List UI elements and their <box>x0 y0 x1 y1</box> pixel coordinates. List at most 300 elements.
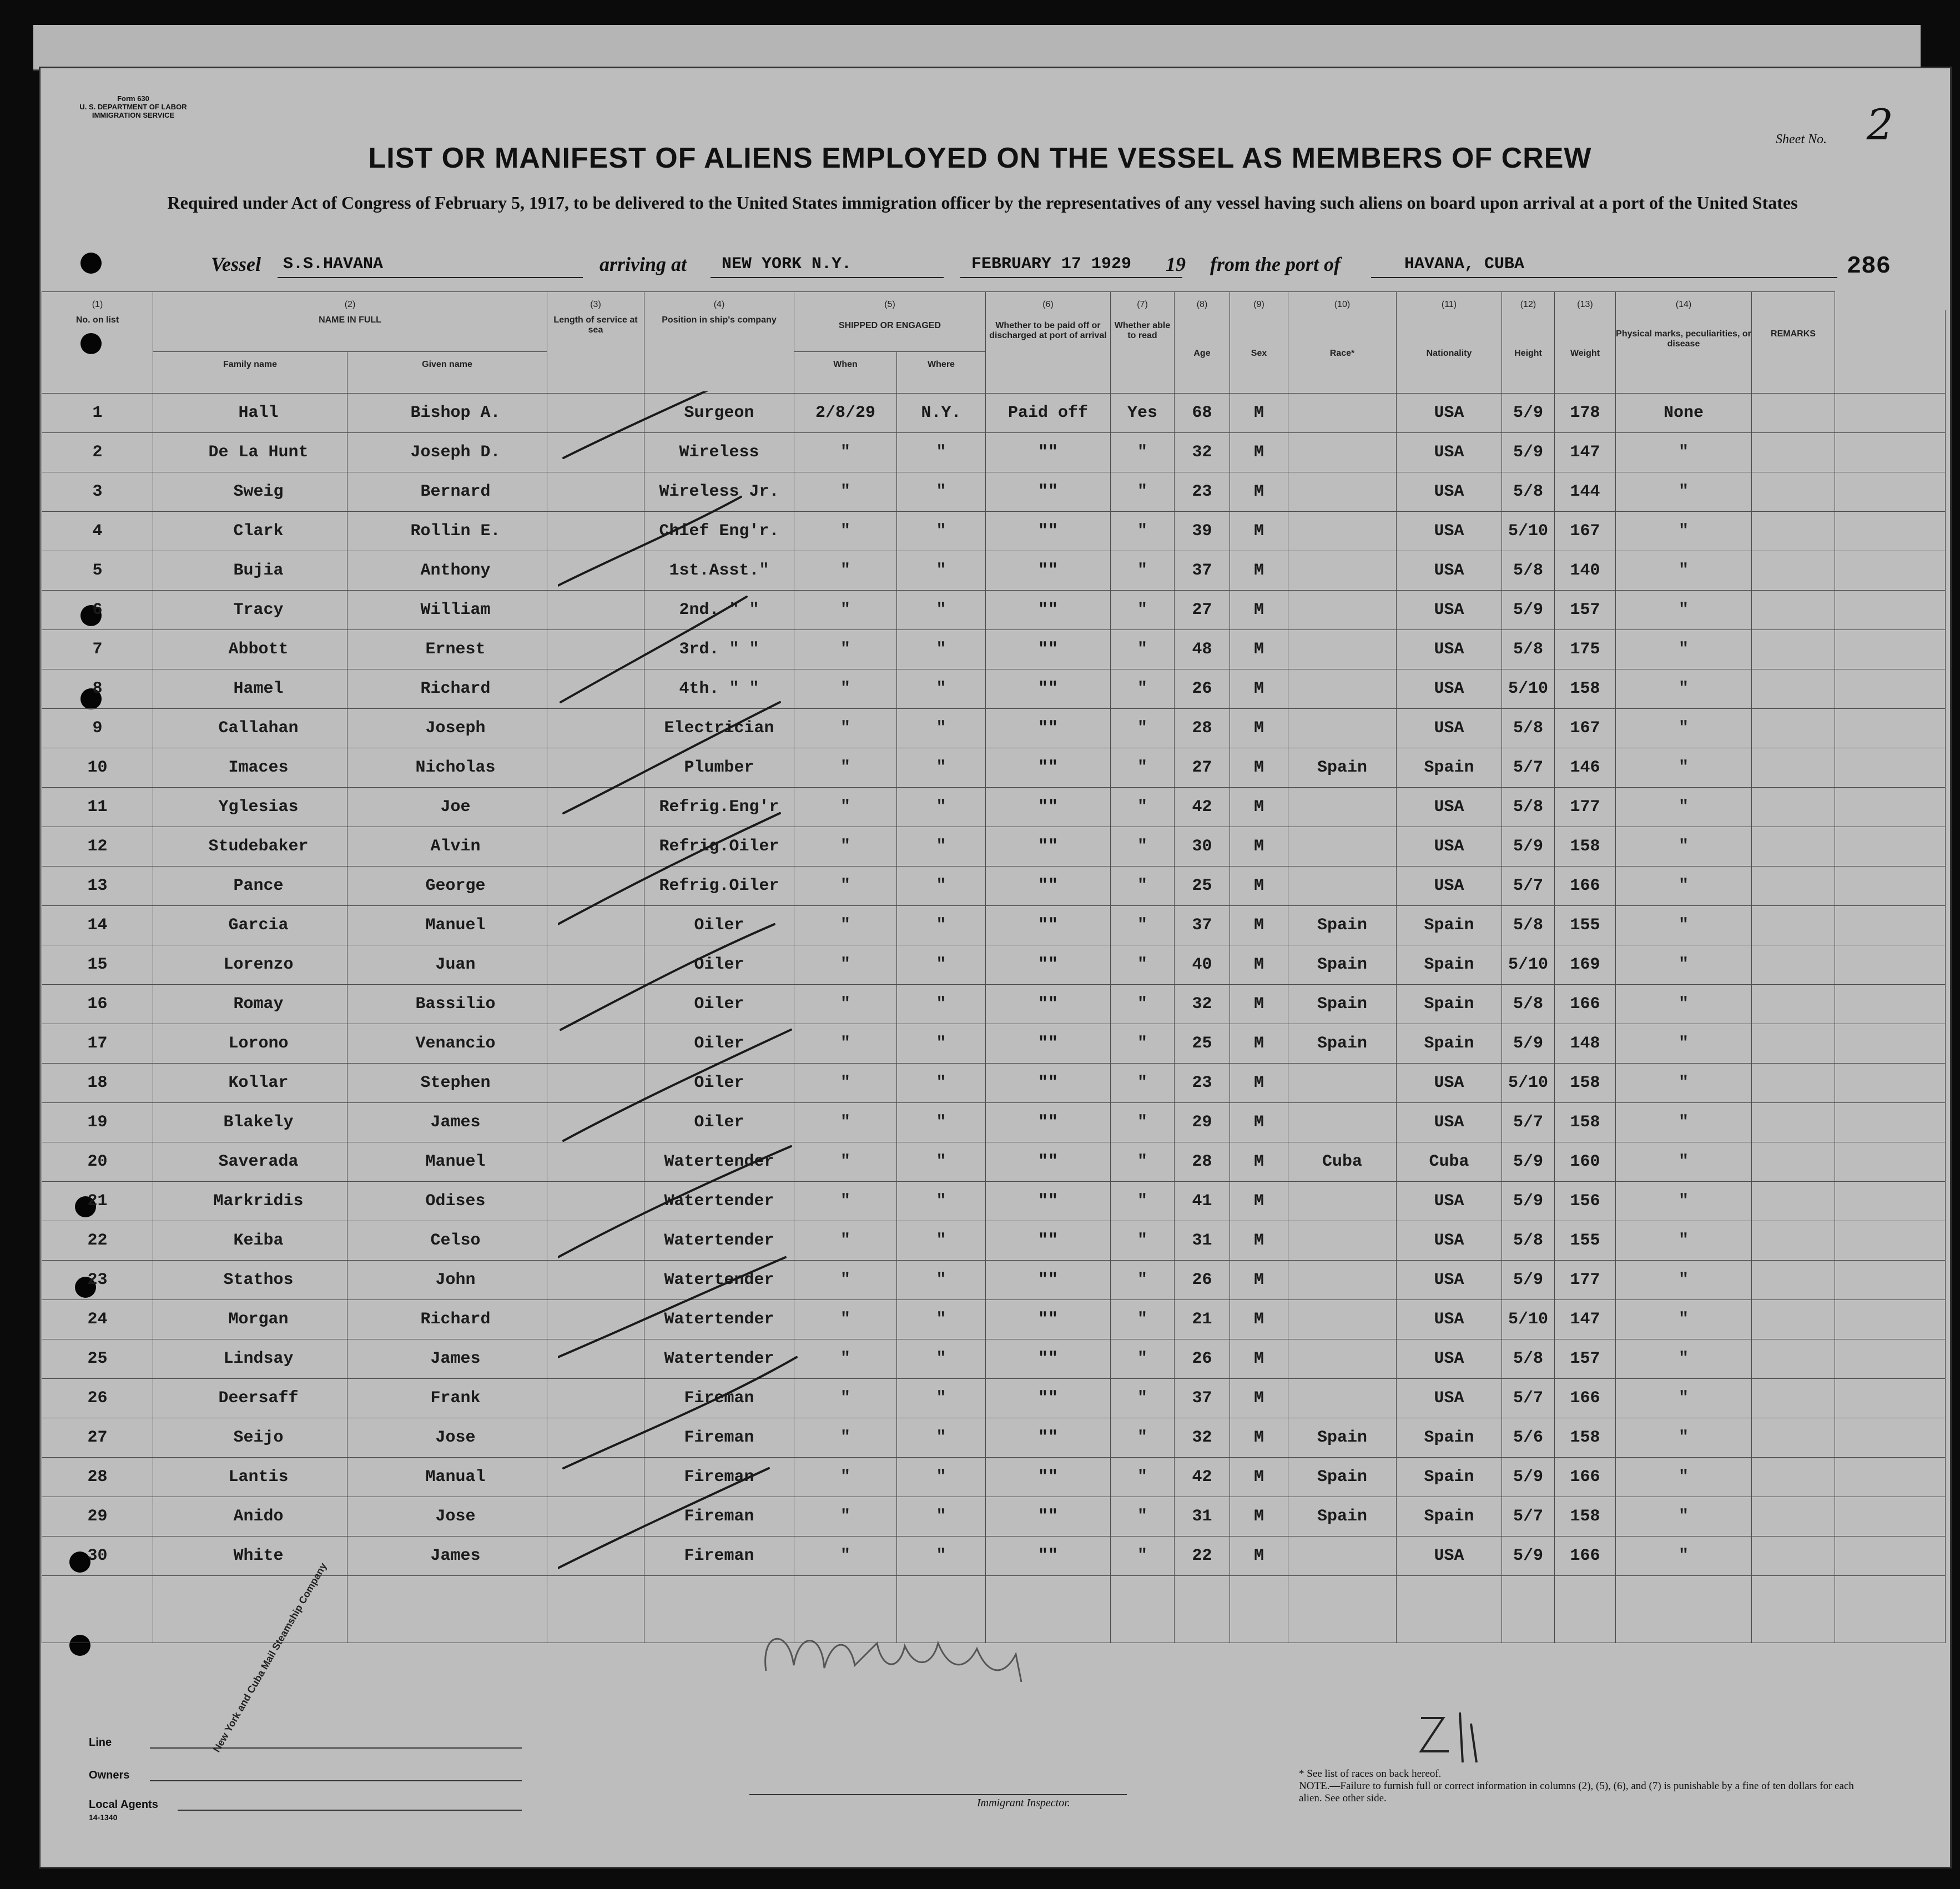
family-name-cell: Garcia <box>153 906 347 945</box>
shipped-where-cell: " <box>897 630 986 669</box>
height-cell: 5/8 <box>1502 551 1555 591</box>
position-cell: Fireman <box>644 1418 794 1458</box>
paid-off-cell: "" <box>986 512 1111 551</box>
shipped-where-cell: " <box>897 1142 986 1182</box>
physical-marks-cell: None <box>1616 394 1752 433</box>
given-name-cell: John <box>347 1261 547 1300</box>
sex-cell: M <box>1230 1103 1288 1142</box>
table-row <box>42 748 1946 788</box>
shipped-where-cell: " <box>897 1339 986 1379</box>
able-to-read-cell: " <box>1111 1182 1175 1221</box>
shipped-when-cell: " <box>794 1379 897 1418</box>
weight-cell: 148 <box>1555 1024 1616 1064</box>
height-cell: 5/9 <box>1502 1142 1555 1182</box>
table-row <box>42 1103 1946 1142</box>
shipped-when-cell: " <box>794 867 897 906</box>
height-cell: 5/8 <box>1502 472 1555 512</box>
physical-marks-cell: " <box>1616 472 1752 512</box>
position-cell: Oiler <box>644 945 794 985</box>
remarks-cell <box>1752 709 1835 748</box>
given-name-cell: William <box>347 591 547 630</box>
race-cell <box>1288 788 1397 827</box>
able-to-read-cell: " <box>1111 748 1175 788</box>
nationality-cell: Spain <box>1397 1418 1502 1458</box>
race-cell <box>1288 551 1397 591</box>
family-name-cell: White <box>153 1537 347 1576</box>
nationality-cell: USA <box>1397 512 1502 551</box>
row-number-cell: 6 <box>42 591 153 630</box>
owners-label: Owners <box>89 1769 130 1781</box>
position-cell: Oiler <box>644 906 794 945</box>
position-cell: Plumber <box>644 748 794 788</box>
paid-off-cell: "" <box>986 1497 1111 1537</box>
remarks-cell <box>1752 1142 1835 1182</box>
nationality-cell: USA <box>1397 788 1502 827</box>
remarks-cell <box>1752 433 1835 472</box>
table-row <box>42 512 1946 551</box>
paid-off-cell: "" <box>986 1182 1111 1221</box>
header-given-name: Given name <box>347 352 547 394</box>
remarks-cell <box>1752 591 1835 630</box>
physical-marks-cell: " <box>1616 1103 1752 1142</box>
able-to-read-cell: " <box>1111 1064 1175 1103</box>
shipped-when-cell: " <box>794 1418 897 1458</box>
table-row <box>42 1024 1946 1064</box>
age-cell: 41 <box>1175 1182 1230 1221</box>
age-cell: 31 <box>1175 1497 1230 1537</box>
remarks-cell <box>1752 1300 1835 1339</box>
line-label: Line <box>89 1736 112 1749</box>
nationality-cell: Spain <box>1397 945 1502 985</box>
height-cell: 5/9 <box>1502 394 1555 433</box>
row-number-cell: 3 <box>42 472 153 512</box>
able-to-read-cell: " <box>1111 1142 1175 1182</box>
shipped-where-cell: " <box>897 709 986 748</box>
nationality-cell: USA <box>1397 472 1502 512</box>
margin-cell <box>1835 1064 1946 1103</box>
remarks-cell <box>1752 1339 1835 1379</box>
table-row <box>42 1418 1946 1458</box>
given-name-cell: Bishop A. <box>347 394 547 433</box>
margin-cell <box>1835 1103 1946 1142</box>
handwritten-initials <box>1410 1707 1521 1768</box>
position-cell: Surgeon <box>644 394 794 433</box>
sex-cell: M <box>1230 433 1288 472</box>
paid-off-cell: "" <box>986 591 1111 630</box>
margin-cell <box>1835 788 1946 827</box>
shipped-when-cell: " <box>794 945 897 985</box>
position-cell: Refrig.Oiler <box>644 867 794 906</box>
form-code: 14-1340 <box>89 1813 118 1822</box>
shipped-when-cell: " <box>794 1221 897 1261</box>
height-cell: 5/8 <box>1502 906 1555 945</box>
remarks-cell <box>1752 1418 1835 1458</box>
position-cell: Watertender <box>644 1182 794 1221</box>
given-name-cell: Richard <box>347 1300 547 1339</box>
weight-cell: 166 <box>1555 1537 1616 1576</box>
shipped-where-cell: " <box>897 1458 986 1497</box>
race-cell <box>1288 1221 1397 1261</box>
sex-cell: M <box>1230 394 1288 433</box>
position-cell: 3rd. " " <box>644 630 794 669</box>
header-able-to-read: Whether able to read <box>1111 310 1175 394</box>
remarks-cell <box>1752 1497 1835 1537</box>
given-name-cell: Anthony <box>347 551 547 591</box>
remarks-cell <box>1752 945 1835 985</box>
shipped-where-cell: " <box>897 669 986 709</box>
age-cell: 48 <box>1175 630 1230 669</box>
race-cell: Spain <box>1288 748 1397 788</box>
race-cell <box>1288 1182 1397 1221</box>
colnum-8: (8) <box>1175 292 1230 310</box>
physical-marks-cell: " <box>1616 748 1752 788</box>
age-cell: 25 <box>1175 867 1230 906</box>
colnum-6: (6) <box>986 292 1111 310</box>
age-cell: 39 <box>1175 512 1230 551</box>
remarks-cell <box>1752 985 1835 1024</box>
given-name-cell: Frank <box>347 1379 547 1418</box>
family-name-cell: Blakely <box>153 1103 347 1142</box>
row-number-cell: 8 <box>42 669 153 709</box>
voyage-line <box>211 253 1876 280</box>
margin-cell <box>1835 1261 1946 1300</box>
weight-cell: 175 <box>1555 630 1616 669</box>
sex-cell: M <box>1230 472 1288 512</box>
family-name-cell: Tracy <box>153 591 347 630</box>
arriving-label: arriving at <box>599 253 687 275</box>
colnum-13: (13) <box>1555 292 1616 310</box>
nationality-cell: USA <box>1397 1300 1502 1339</box>
height-cell: 5/9 <box>1502 1261 1555 1300</box>
shipped-when-cell: " <box>794 1261 897 1300</box>
weight-cell: 166 <box>1555 1458 1616 1497</box>
weight-cell: 146 <box>1555 748 1616 788</box>
row-number-cell: 17 <box>42 1024 153 1064</box>
nationality-cell: USA <box>1397 1221 1502 1261</box>
age-cell: 32 <box>1175 433 1230 472</box>
sex-cell: M <box>1230 867 1288 906</box>
shipped-where-cell: " <box>897 827 986 867</box>
table-row <box>42 1379 1946 1418</box>
shipped-where-cell: " <box>897 748 986 788</box>
remarks-cell <box>1752 1261 1835 1300</box>
colnum-9: (9) <box>1230 292 1288 310</box>
sex-cell: M <box>1230 1300 1288 1339</box>
weight-cell: 166 <box>1555 985 1616 1024</box>
given-name-cell: Manual <box>347 1458 547 1497</box>
physical-marks-cell: " <box>1616 1339 1752 1379</box>
sheet-number-value: 2 <box>1866 100 1893 149</box>
race-cell <box>1288 827 1397 867</box>
given-name-cell: Celso <box>347 1221 547 1261</box>
header-physical-marks: Physical marks, peculiarities, or disease <box>1616 310 1752 394</box>
able-to-read-cell: " <box>1111 985 1175 1024</box>
header-race: Race* <box>1288 310 1397 394</box>
age-cell: 23 <box>1175 472 1230 512</box>
race-cell: Spain <box>1288 1497 1397 1537</box>
weight-cell: 158 <box>1555 1418 1616 1458</box>
height-cell: 5/8 <box>1502 985 1555 1024</box>
form-number: Form 630 <box>117 94 149 103</box>
row-number-cell: 2 <box>42 433 153 472</box>
row-number-cell: 16 <box>42 985 153 1024</box>
margin-cell <box>1835 748 1946 788</box>
shipped-where-cell: " <box>897 1537 986 1576</box>
colnum-12: (12) <box>1502 292 1555 310</box>
paid-off-cell: "" <box>986 1339 1111 1379</box>
row-number-cell: 25 <box>42 1339 153 1379</box>
age-cell: 26 <box>1175 1261 1230 1300</box>
weight-cell: 147 <box>1555 433 1616 472</box>
shipped-when-cell: " <box>794 709 897 748</box>
able-to-read-cell: " <box>1111 1458 1175 1497</box>
height-cell: 5/9 <box>1502 1458 1555 1497</box>
year-suffix: 19 <box>1166 253 1186 275</box>
height-cell: 5/7 <box>1502 867 1555 906</box>
race-cell: Cuba <box>1288 1142 1397 1182</box>
sex-cell: M <box>1230 1458 1288 1497</box>
header-remarks: REMARKS <box>1752 310 1835 394</box>
sex-cell: M <box>1230 827 1288 867</box>
race-cell <box>1288 394 1397 433</box>
header-paid-off: Whether to be paid off or discharged at port of arrival <box>986 310 1111 394</box>
family-name-cell: Lorono <box>153 1024 347 1064</box>
family-name-cell: Deersaff <box>153 1379 347 1418</box>
shipped-when-cell: " <box>794 1064 897 1103</box>
able-to-read-cell: " <box>1111 867 1175 906</box>
paid-off-cell: "" <box>986 630 1111 669</box>
table-row <box>42 867 1946 906</box>
shipped-when-cell: " <box>794 1182 897 1221</box>
given-name-cell: Rollin E. <box>347 512 547 551</box>
note-races: * See list of races on back hereof. <box>1299 1768 1442 1780</box>
height-cell: 5/9 <box>1502 591 1555 630</box>
race-cell <box>1288 1064 1397 1103</box>
row-number-cell: 21 <box>42 1182 153 1221</box>
given-name-cell: Venancio <box>347 1024 547 1064</box>
table-row <box>42 669 1946 709</box>
paid-off-cell: Paid off <box>986 394 1111 433</box>
vessel-label: Vessel <box>211 253 261 275</box>
position-cell: Watertender <box>644 1142 794 1182</box>
able-to-read-cell: " <box>1111 906 1175 945</box>
nationality-cell: USA <box>1397 1103 1502 1142</box>
margin-cell <box>1835 1024 1946 1064</box>
nationality-cell: USA <box>1397 551 1502 591</box>
family-name-cell: Lindsay <box>153 1339 347 1379</box>
sex-cell: M <box>1230 591 1288 630</box>
paid-off-cell: "" <box>986 669 1111 709</box>
sex-cell: M <box>1230 1142 1288 1182</box>
physical-marks-cell: " <box>1616 1497 1752 1537</box>
nationality-cell: Cuba <box>1397 1142 1502 1182</box>
margin-cell <box>1835 1379 1946 1418</box>
row-number-cell: 24 <box>42 1300 153 1339</box>
sex-cell: M <box>1230 1064 1288 1103</box>
family-name-cell: Stathos <box>153 1261 347 1300</box>
row-number-cell: 30 <box>42 1537 153 1576</box>
shipped-when-cell: " <box>794 1142 897 1182</box>
weight-cell: 158 <box>1555 827 1616 867</box>
row-number-cell: 27 <box>42 1418 153 1458</box>
row-number-cell: 18 <box>42 1064 153 1103</box>
sex-cell: M <box>1230 945 1288 985</box>
colnum-4: (4) <box>644 292 794 310</box>
weight-cell: 140 <box>1555 551 1616 591</box>
sex-cell: M <box>1230 1024 1288 1064</box>
margin-cell <box>1835 669 1946 709</box>
physical-marks-cell: " <box>1616 906 1752 945</box>
able-to-read-cell: " <box>1111 945 1175 985</box>
able-to-read-cell: " <box>1111 1339 1175 1379</box>
row-number-cell: 10 <box>42 748 153 788</box>
weight-cell: 158 <box>1555 669 1616 709</box>
position-cell: 2nd. " " <box>644 591 794 630</box>
able-to-read-cell: " <box>1111 709 1175 748</box>
shipped-where-cell: " <box>897 1497 986 1537</box>
age-cell: 30 <box>1175 827 1230 867</box>
sex-cell: M <box>1230 1261 1288 1300</box>
shipped-when-cell: " <box>794 748 897 788</box>
row-number-cell: 22 <box>42 1221 153 1261</box>
position-cell: Electrician <box>644 709 794 748</box>
shipped-when-cell: " <box>794 1300 897 1339</box>
family-name-cell: Lantis <box>153 1458 347 1497</box>
given-name-cell: Manuel <box>347 1142 547 1182</box>
physical-marks-cell: " <box>1616 1458 1752 1497</box>
physical-marks-cell: " <box>1616 827 1752 867</box>
remarks-cell <box>1752 669 1835 709</box>
paid-off-cell: "" <box>986 945 1111 985</box>
height-cell: 5/10 <box>1502 1300 1555 1339</box>
height-cell: 5/10 <box>1502 512 1555 551</box>
physical-marks-cell: " <box>1616 1024 1752 1064</box>
shipped-when-cell: " <box>794 827 897 867</box>
paid-off-cell: "" <box>986 1103 1111 1142</box>
height-cell: 5/9 <box>1502 1537 1555 1576</box>
position-cell: Chief Eng'r. <box>644 512 794 551</box>
paid-off-cell: "" <box>986 433 1111 472</box>
paid-off-cell: "" <box>986 1142 1111 1182</box>
sex-cell: M <box>1230 512 1288 551</box>
position-cell: Watertender <box>644 1339 794 1379</box>
nationality-cell: USA <box>1397 433 1502 472</box>
given-name-cell: Jose <box>347 1418 547 1458</box>
paid-off-cell: "" <box>986 827 1111 867</box>
paid-off-cell: "" <box>986 1379 1111 1418</box>
departure-port: HAVANA, CUBA <box>1404 255 1525 274</box>
physical-marks-cell: " <box>1616 630 1752 669</box>
header-family-name: Family name <box>153 352 347 394</box>
shipped-when-cell: " <box>794 472 897 512</box>
race-cell: Spain <box>1288 945 1397 985</box>
colnum-3: (3) <box>547 292 644 310</box>
table-row <box>42 433 1946 472</box>
nationality-cell: Spain <box>1397 1497 1502 1537</box>
position-cell: 4th. " " <box>644 669 794 709</box>
given-name-cell: Juan <box>347 945 547 985</box>
race-cell: Spain <box>1288 1418 1397 1458</box>
able-to-read-cell: " <box>1111 1379 1175 1418</box>
weight-cell: 177 <box>1555 788 1616 827</box>
position-cell: Oiler <box>644 985 794 1024</box>
nationality-cell: Spain <box>1397 1458 1502 1497</box>
remarks-cell <box>1752 1221 1835 1261</box>
row-number-cell: 14 <box>42 906 153 945</box>
remarks-cell <box>1752 906 1835 945</box>
able-to-read-cell: " <box>1111 1103 1175 1142</box>
physical-marks-cell: " <box>1616 1379 1752 1418</box>
table-row <box>42 1221 1946 1261</box>
given-name-cell: Stephen <box>347 1064 547 1103</box>
nationality-cell: USA <box>1397 827 1502 867</box>
shipped-where-cell: " <box>897 591 986 630</box>
physical-marks-cell: " <box>1616 1537 1752 1576</box>
age-cell: 28 <box>1175 1142 1230 1182</box>
family-name-cell: Sweig <box>153 472 347 512</box>
nationality-cell: Spain <box>1397 906 1502 945</box>
physical-marks-cell: " <box>1616 669 1752 709</box>
height-cell: 5/9 <box>1502 1182 1555 1221</box>
table-row <box>42 630 1946 669</box>
shipped-where-cell: " <box>897 867 986 906</box>
remarks-cell <box>1752 394 1835 433</box>
position-cell: Refrig.Eng'r <box>644 788 794 827</box>
family-name-cell: Abbott <box>153 630 347 669</box>
margin-cell <box>1835 1418 1946 1458</box>
shipped-when-cell: " <box>794 906 897 945</box>
margin-cell <box>1835 472 1946 512</box>
position-cell: Watertender <box>644 1261 794 1300</box>
table-row <box>42 551 1946 591</box>
given-name-cell: James <box>347 1339 547 1379</box>
position-cell: Watertender <box>644 1221 794 1261</box>
family-name-cell: Markridis <box>153 1182 347 1221</box>
paid-off-cell: "" <box>986 1024 1111 1064</box>
row-number-cell: 4 <box>42 512 153 551</box>
shipped-when-cell: " <box>794 1458 897 1497</box>
age-cell: 42 <box>1175 788 1230 827</box>
able-to-read-cell: " <box>1111 1261 1175 1300</box>
table-row <box>42 1142 1946 1182</box>
sex-cell: M <box>1230 788 1288 827</box>
shipped-where-cell: " <box>897 1379 986 1418</box>
colnum-10: (10) <box>1288 292 1397 310</box>
row-number-cell: 11 <box>42 788 153 827</box>
height-cell: 5/8 <box>1502 1221 1555 1261</box>
able-to-read-cell: " <box>1111 512 1175 551</box>
given-name-cell: Nicholas <box>347 748 547 788</box>
shipped-where-cell: " <box>897 551 986 591</box>
margin-cell <box>1835 551 1946 591</box>
family-name-cell: Clark <box>153 512 347 551</box>
colnum-1: (1) <box>42 292 153 310</box>
paid-off-cell: "" <box>986 1418 1111 1458</box>
inspector-label: Immigrant Inspector. <box>977 1797 1070 1809</box>
table-row <box>42 1261 1946 1300</box>
remarks-cell <box>1752 788 1835 827</box>
race-cell: Spain <box>1288 1458 1397 1497</box>
header-length-of-service: Length of service at sea <box>547 310 644 394</box>
paid-off-cell: "" <box>986 867 1111 906</box>
able-to-read-cell: " <box>1111 591 1175 630</box>
shipped-where-cell: " <box>897 985 986 1024</box>
given-name-cell: Odises <box>347 1182 547 1221</box>
able-to-read-cell: " <box>1111 630 1175 669</box>
age-cell: 27 <box>1175 591 1230 630</box>
shipped-where-cell: " <box>897 1024 986 1064</box>
margin-cell <box>1835 630 1946 669</box>
